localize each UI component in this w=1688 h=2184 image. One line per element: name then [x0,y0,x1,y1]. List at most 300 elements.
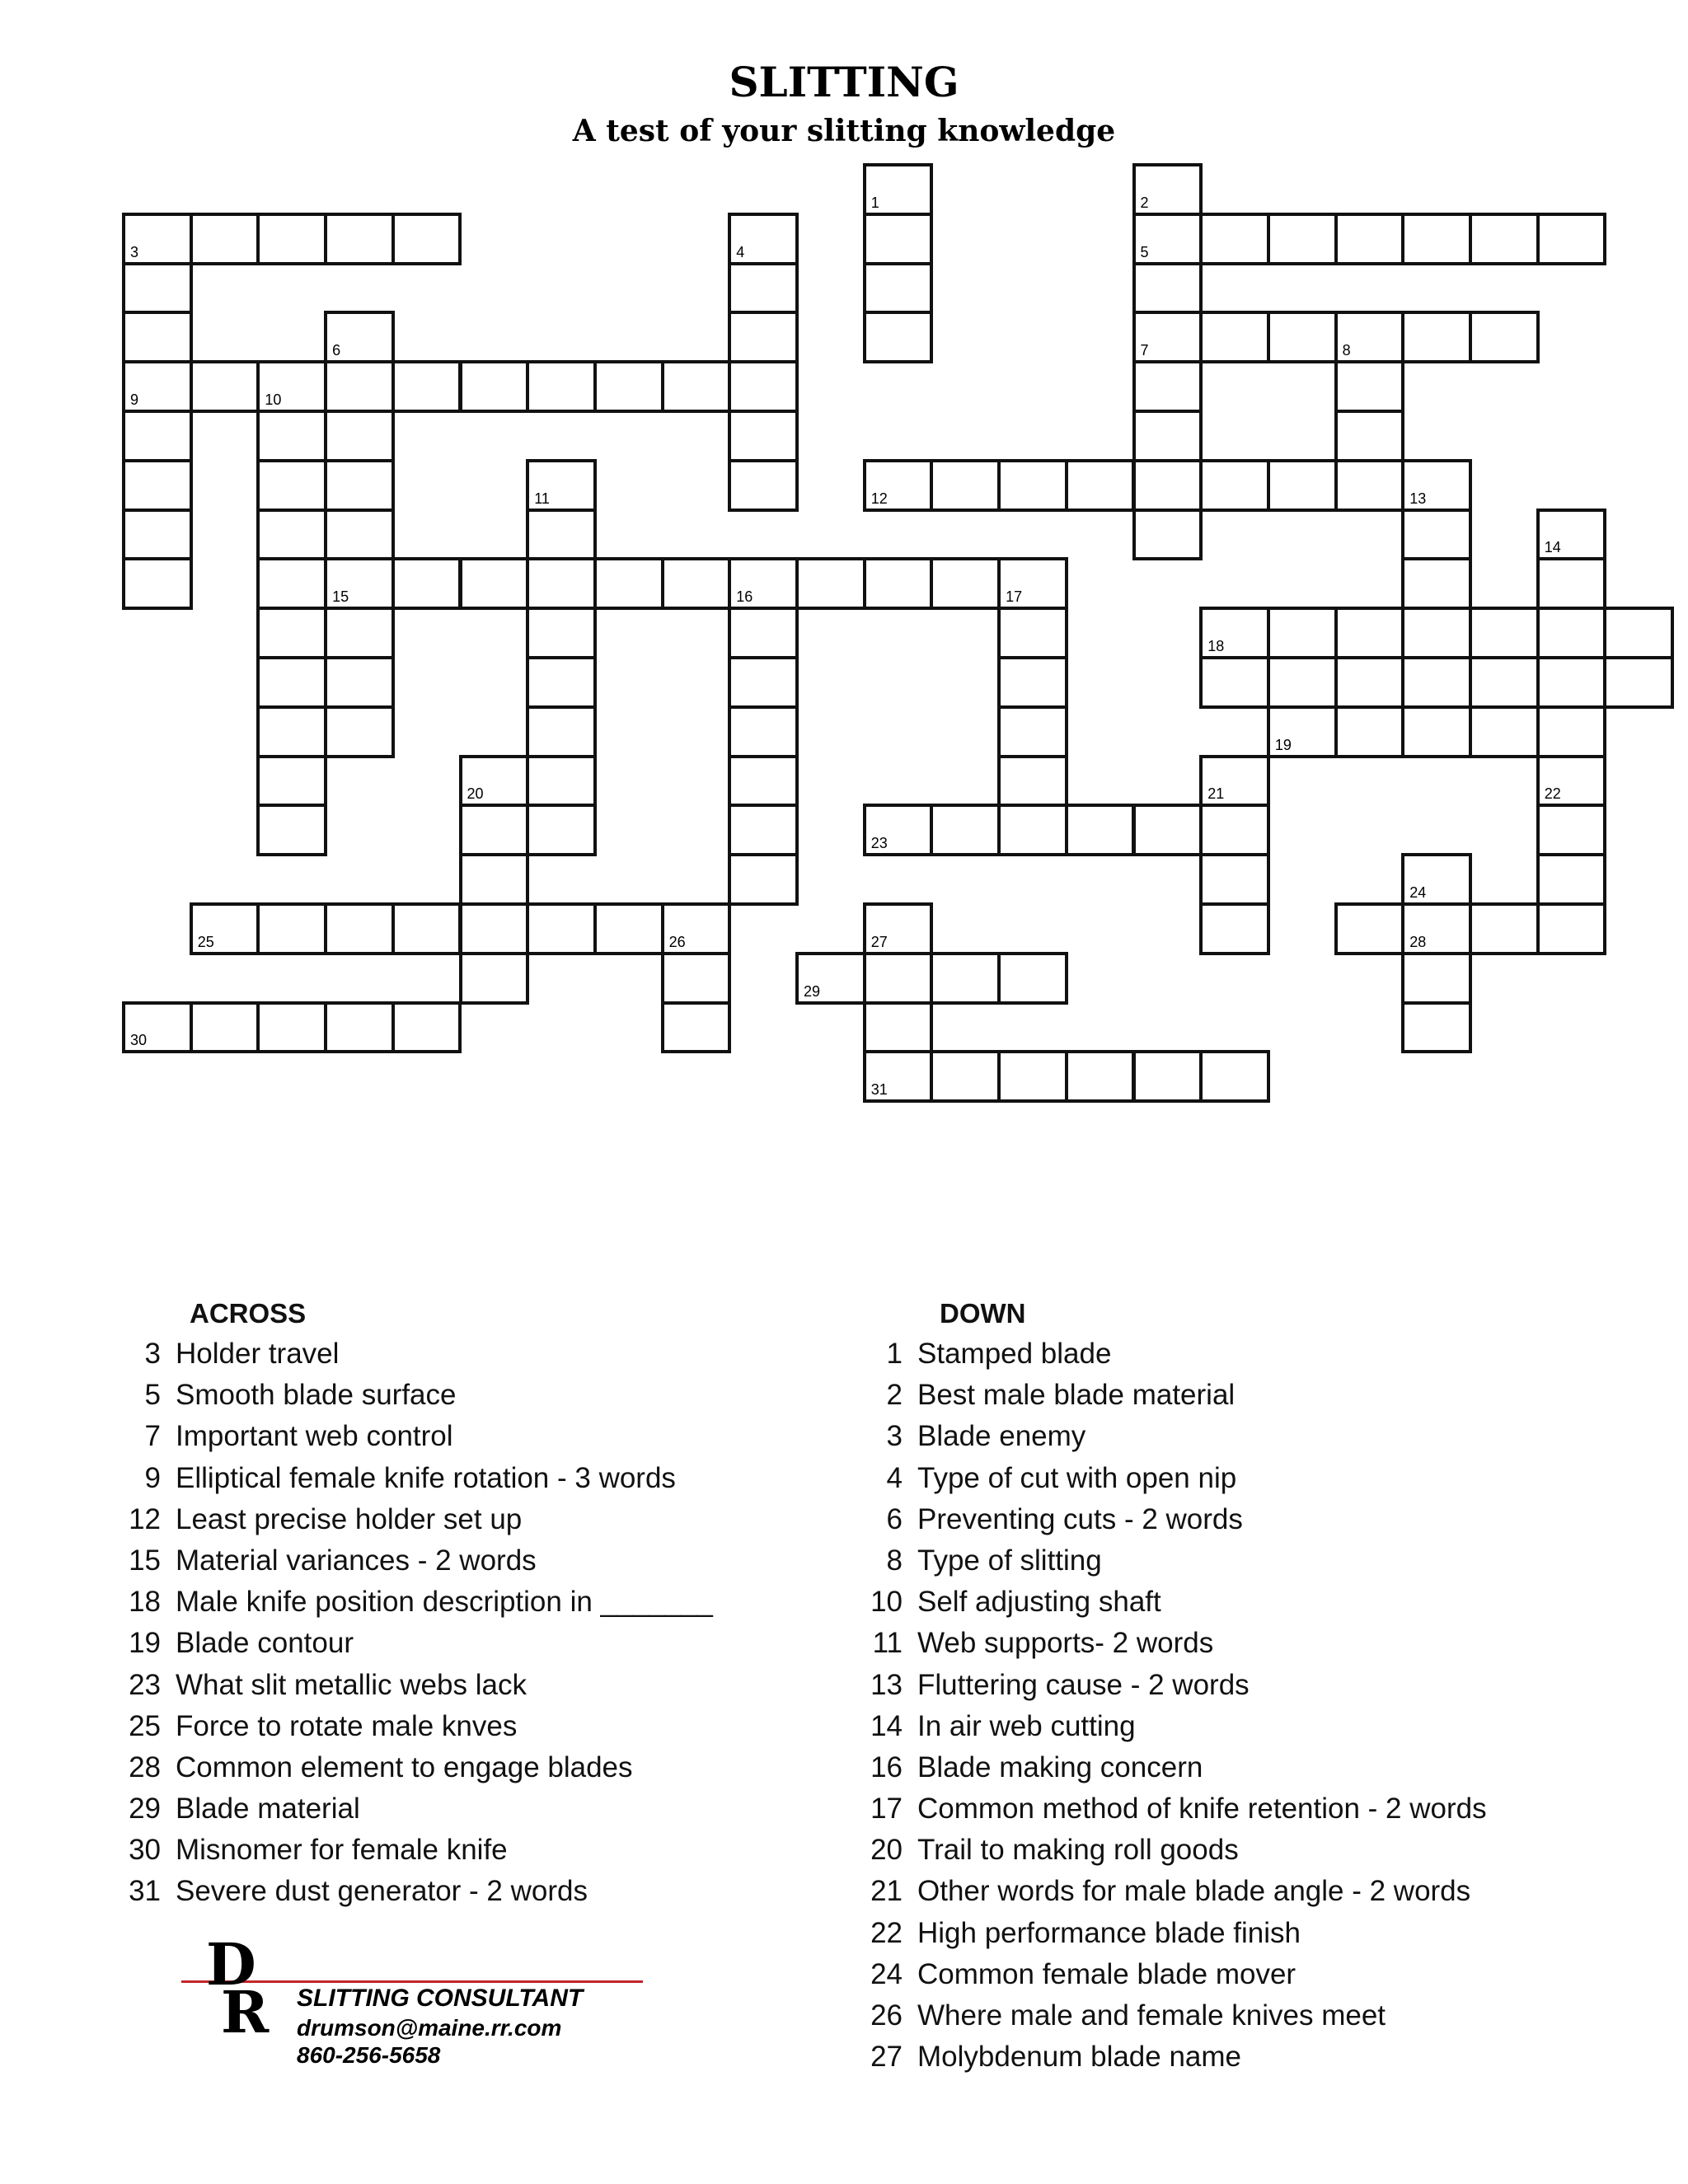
clue-text: Common method of knife retention - 2 words [917,1793,1487,1825]
grid-cell[interactable] [1334,459,1405,512]
grid-cell[interactable] [1401,509,1472,561]
clue-number: 14 [870,1709,903,1742]
grid-cell[interactable] [190,360,260,413]
clue-text: Type of slitting [917,1544,1102,1577]
grid-cell[interactable] [863,1050,934,1103]
grid-cell[interactable] [1132,410,1203,462]
grid-cell[interactable] [863,459,934,512]
clue-number: 7 [144,1420,161,1453]
grid-number: 16 [736,588,753,606]
clue-number: 21 [870,1875,903,1908]
grid-cell[interactable] [661,952,732,1005]
clue-number: 3 [886,1420,903,1453]
grid-cell[interactable] [1334,607,1405,659]
clue-text: Stamped blade [917,1338,1112,1370]
grid-cell[interactable] [526,607,597,659]
clue-number: 17 [870,1793,903,1825]
down-clue-10 [857,1582,1648,1623]
clue-number: 15 [129,1544,161,1577]
grid-number: 7 [1140,342,1149,359]
grid-cell[interactable] [1401,656,1472,709]
grid-cell[interactable] [459,902,530,955]
clue-number: 23 [129,1668,161,1701]
grid-number: 3 [130,243,139,260]
grid-cell[interactable] [863,213,934,265]
grid-cell[interactable] [1536,755,1607,808]
grid-cell[interactable] [256,705,327,758]
consultant-email[interactable]: drumson@maine.rr.com [297,2015,562,2041]
clue-text: Common element to engage blades [176,1750,633,1783]
grid-cell[interactable] [1199,755,1270,808]
grid-cell[interactable] [526,656,597,709]
grid-cell[interactable] [256,213,327,265]
clue-text: Elliptical female knife rotation - 3 words [176,1461,676,1494]
down-clue-11 [857,1623,1648,1664]
across-clue-7 [115,1416,824,1457]
grid-cell[interactable] [324,607,395,659]
grid-cell[interactable] [526,557,597,610]
clue-text: Least precise holder set up [176,1502,523,1535]
grid-cell[interactable] [1267,607,1338,659]
across-clue-15 [115,1540,824,1582]
clue-text: In air web cutting [917,1709,1136,1742]
grid-cell[interactable] [122,1001,193,1054]
clue-number: 1 [886,1338,903,1370]
grid-cell[interactable] [1536,804,1607,856]
clue-number: 5 [144,1379,161,1412]
grid-cell[interactable] [863,163,934,216]
clue-text: Trail to making roll goods [917,1834,1239,1867]
grid-cell[interactable] [122,459,193,512]
grid-cell[interactable] [526,705,597,758]
grid-cell[interactable] [1401,705,1472,758]
grid-cell[interactable] [459,952,530,1005]
grid-cell[interactable] [1536,607,1607,659]
grid-cell[interactable] [1334,656,1405,709]
grid-cell[interactable] [256,656,327,709]
across-clue-29 [115,1788,824,1830]
grid-cell[interactable] [1469,656,1540,709]
grid-number: 15 [332,588,349,606]
across-clue-5 [115,1375,824,1416]
grid-cell[interactable] [1132,262,1203,315]
grid-cell[interactable] [1199,459,1270,512]
down-clue-26 [857,1995,1648,2036]
grid-number: 5 [1140,243,1149,260]
grid-cell[interactable] [526,509,597,561]
grid-cell[interactable] [1469,213,1540,265]
down-clue-14 [857,1706,1648,1747]
across-clue-3 [115,1333,824,1375]
grid-cell[interactable] [997,656,1068,709]
grid-cell[interactable] [256,902,327,955]
clue-number: 8 [886,1544,903,1577]
clue-number: 26 [870,1999,903,2032]
grid-cell[interactable] [593,360,664,413]
grid-cell[interactable] [930,1050,1001,1103]
grid-number: 19 [1274,736,1292,753]
grid-cell[interactable] [1132,163,1203,216]
grid-cell[interactable] [256,459,327,512]
clue-text: Force to rotate male knves [176,1709,518,1742]
grid-cell[interactable] [324,557,395,610]
grid-cell[interactable] [1603,656,1674,709]
grid-cell[interactable] [863,804,934,856]
grid-cell[interactable] [1267,459,1338,512]
grid-cell[interactable] [1132,509,1203,561]
grid-cell[interactable] [122,410,193,462]
grid-number: 4 [736,243,745,260]
grid-cell[interactable] [728,360,799,413]
grid-cell[interactable] [728,656,799,709]
clue-text: Other words for male blade angle - 2 words [917,1875,1471,1908]
grid-cell[interactable] [324,509,395,561]
grid-cell[interactable] [1334,705,1405,758]
clue-number: 9 [144,1461,161,1494]
clue-number: 12 [129,1502,161,1535]
grid-cell[interactable] [1536,509,1607,561]
grid-cell[interactable] [1334,360,1405,413]
clue-number: 27 [870,2041,903,2074]
logo-mark-r: R [221,1978,270,2046]
clue-text: Blade enemy [917,1420,1086,1453]
grid-cell[interactable] [1469,311,1540,363]
grid-cell[interactable] [526,902,597,955]
clue-text: Severe dust generator - 2 words [176,1875,588,1908]
grid-cell[interactable] [1401,902,1472,955]
grid-cell[interactable] [1199,804,1270,856]
down-clue-3 [857,1416,1648,1457]
grid-cell[interactable] [122,262,193,315]
clue-text: Self adjusting shaft [917,1586,1161,1619]
grid-cell[interactable] [1065,459,1136,512]
grid-cell[interactable] [997,804,1068,856]
clue-number: 10 [870,1586,903,1619]
clue-number: 19 [129,1627,161,1660]
grid-cell[interactable] [1401,213,1472,265]
clue-number: 20 [870,1834,903,1867]
grid-cell[interactable] [122,360,193,413]
grid-cell[interactable] [1536,853,1607,906]
grid-cell[interactable] [661,902,732,955]
clue-number: 16 [870,1750,903,1783]
grid-cell[interactable] [997,1050,1068,1103]
grid-number: 9 [130,391,139,408]
grid-cell[interactable] [930,459,1001,512]
grid-cell[interactable] [392,360,462,413]
grid-cell[interactable] [256,755,327,808]
grid-cell[interactable] [324,213,395,265]
grid-cell[interactable] [728,459,799,512]
clue-text: Where male and female knives meet [917,1999,1386,2032]
grid-cell[interactable] [728,213,799,265]
clue-text: Best male blade material [917,1379,1236,1412]
grid-cell[interactable] [863,557,934,610]
grid-cell[interactable] [1199,853,1270,906]
down-clue-1 [857,1333,1648,1375]
grid-cell[interactable] [1401,1001,1472,1054]
grid-cell[interactable] [526,459,597,512]
clue-number: 31 [129,1875,161,1908]
clue-number: 18 [129,1586,161,1619]
across-clue-30 [115,1830,824,1871]
grid-number: 13 [1409,490,1427,507]
clue-text: Blade material [176,1793,360,1825]
grid-cell[interactable] [459,853,530,906]
grid-cell[interactable] [1132,804,1203,856]
clue-text: Common female blade mover [917,1957,1296,1990]
grid-cell[interactable] [1334,213,1405,265]
grid-cell[interactable] [728,311,799,363]
grid-cell[interactable] [526,360,597,413]
grid-cell[interactable] [459,804,530,856]
grid-number: 2 [1140,194,1149,211]
across-clue-23 [115,1665,824,1706]
grid-cell[interactable] [1267,311,1338,363]
across-clue-9 [115,1458,824,1499]
grid-number: 26 [668,933,686,950]
grid-number: 18 [1207,637,1225,654]
grid-cell[interactable] [256,1001,327,1054]
grid-cell[interactable] [190,902,260,955]
grid-cell[interactable] [459,557,530,610]
grid-cell[interactable] [1199,607,1270,659]
grid-cell[interactable] [728,410,799,462]
grid-cell[interactable] [1469,607,1540,659]
grid-cell[interactable] [1199,656,1270,709]
grid-cell[interactable] [392,1001,462,1054]
grid-cell[interactable] [122,311,193,363]
grid-number: 27 [870,933,888,950]
grid-cell[interactable] [728,557,799,610]
grid-number: 10 [265,391,282,408]
grid-cell[interactable] [1132,459,1203,512]
grid-cell[interactable] [1267,213,1338,265]
grid-cell[interactable] [1536,656,1607,709]
grid-number: 24 [1409,883,1427,901]
logo-mark-d: D [206,1930,256,1999]
clue-text: What slit metallic webs lack [176,1668,527,1701]
grid-cell[interactable] [1469,902,1540,955]
grid-cell[interactable] [324,459,395,512]
down-clue-4 [857,1458,1648,1499]
grid-cell[interactable] [1401,557,1472,610]
grid-cell[interactable] [997,557,1068,610]
puzzle-title: SLITTING [729,58,959,106]
grid-cell[interactable] [1401,459,1472,512]
clue-text: Male knife position description in _______ [176,1586,713,1619]
clue-text: Fluttering cause - 2 words [917,1668,1250,1701]
grid-cell[interactable] [863,262,934,315]
grid-cell[interactable] [324,902,395,955]
grid-cell[interactable] [997,705,1068,758]
grid-cell[interactable] [863,311,934,363]
grid-cell[interactable] [1065,1050,1136,1103]
down-clue-27 [857,2036,1648,2078]
grid-cell[interactable] [256,557,327,610]
grid-number: 31 [870,1081,888,1099]
puzzle-subtitle: A test of your slitting knowledge [572,114,1116,148]
down-clue-21 [857,1871,1648,1912]
grid-cell[interactable] [728,804,799,856]
clue-number: 29 [129,1793,161,1825]
grid-cell[interactable] [728,755,799,808]
consultant-name: SLITTING CONSULTANT [297,1985,584,2012]
down-clue-2 [857,1375,1648,1416]
grid-cell[interactable] [256,607,327,659]
grid-cell[interactable] [256,804,327,856]
grid-cell[interactable] [1603,607,1674,659]
grid-cell[interactable] [526,755,597,808]
grid-cell[interactable] [1267,705,1338,758]
grid-cell[interactable] [392,213,462,265]
grid-cell[interactable] [122,213,193,265]
grid-cell[interactable] [728,853,799,906]
grid-cell[interactable] [1199,311,1270,363]
grid-cell[interactable] [1199,902,1270,955]
clue-text: High performance blade finish [917,1916,1301,1949]
grid-number: 28 [1409,933,1427,950]
grid-cell[interactable] [392,557,462,610]
clue-text: Important web control [176,1420,453,1453]
grid-cell[interactable] [1469,705,1540,758]
grid-cell[interactable] [728,705,799,758]
down-clue-16 [857,1747,1648,1788]
grid-cell[interactable] [256,410,327,462]
grid-cell[interactable] [1199,213,1270,265]
clue-number: 2 [886,1379,903,1412]
grid-cell[interactable] [661,557,732,610]
grid-cell[interactable] [392,902,462,955]
clue-number: 4 [886,1461,903,1494]
grid-cell[interactable] [661,1001,732,1054]
grid-number: 30 [130,1032,148,1049]
clue-number: 22 [870,1916,903,1949]
clue-number: 24 [870,1957,903,1990]
grid-cell[interactable] [1334,410,1405,462]
grid-number: 21 [1207,785,1225,803]
grid-cell[interactable] [930,952,1001,1005]
grid-cell[interactable] [1536,213,1607,265]
clue-number: 28 [129,1750,161,1783]
grid-number: 17 [1006,588,1023,606]
down-clue-6 [857,1499,1648,1540]
grid-cell[interactable] [1401,952,1472,1005]
down-heading: DOWN [940,1298,1026,1329]
grid-number: 25 [197,933,214,950]
grid-cell[interactable] [1267,656,1338,709]
grid-number: 6 [332,342,341,359]
down-clue-17 [857,1788,1648,1830]
grid-cell[interactable] [122,509,193,561]
grid-cell[interactable] [1132,213,1203,265]
grid-cell[interactable] [1401,311,1472,363]
grid-cell[interactable] [1401,607,1472,659]
clue-text: Molybdenum blade name [917,2041,1242,2074]
grid-cell[interactable] [863,952,934,1005]
grid-cell[interactable] [593,557,664,610]
grid-cell[interactable] [795,557,866,610]
grid-cell[interactable] [1536,705,1607,758]
grid-cell[interactable] [997,952,1068,1005]
grid-cell[interactable] [190,1001,260,1054]
clue-text: Material variances - 2 words [176,1544,537,1577]
grid-cell[interactable] [324,656,395,709]
grid-cell[interactable] [1132,1050,1203,1103]
grid-cell[interactable] [863,902,934,955]
grid-cell[interactable] [324,410,395,462]
grid-cell[interactable] [863,1001,934,1054]
clue-number: 11 [872,1627,903,1660]
grid-cell[interactable] [1334,902,1405,955]
grid-cell[interactable] [190,213,260,265]
grid-cell[interactable] [1334,311,1405,363]
grid-number: 11 [534,490,550,507]
grid-cell[interactable] [459,755,530,808]
grid-number: 12 [870,490,888,507]
grid-cell[interactable] [661,360,732,413]
grid-cell[interactable] [1401,853,1472,906]
grid-cell[interactable] [122,557,193,610]
grid-cell[interactable] [997,755,1068,808]
grid-cell[interactable] [930,557,1001,610]
grid-cell[interactable] [795,952,866,1005]
grid-cell[interactable] [1536,557,1607,610]
grid-cell[interactable] [728,262,799,315]
grid-number: 29 [804,982,821,1000]
grid-cell[interactable] [324,705,395,758]
grid-number: 23 [870,835,888,852]
clue-text: Blade contour [176,1627,354,1660]
grid-cell[interactable] [1536,902,1607,955]
grid-cell[interactable] [1132,311,1203,363]
clue-text: Misnomer for female knife [176,1834,508,1867]
grid-cell[interactable] [1199,1050,1270,1103]
grid-cell[interactable] [324,311,395,363]
grid-cell[interactable] [997,459,1068,512]
down-clue-13 [857,1665,1648,1706]
across-clue-19 [115,1623,824,1664]
clue-number: 30 [129,1834,161,1867]
grid-number: 20 [467,785,484,803]
across-clue-18 [115,1582,824,1623]
grid-cell[interactable] [1132,360,1203,413]
grid-cell[interactable] [526,804,597,856]
across-clue-25 [115,1706,824,1747]
grid-cell[interactable] [256,509,327,561]
grid-cell[interactable] [997,607,1068,659]
across-clue-31 [115,1871,824,1912]
consultant-logo [181,1930,676,2077]
grid-cell[interactable] [930,804,1001,856]
down-clue-8 [857,1540,1648,1582]
clue-number: 3 [144,1338,161,1370]
grid-cell[interactable] [324,1001,395,1054]
down-clue-24 [857,1954,1648,1995]
grid-number: 22 [1544,785,1561,803]
grid-number: 1 [870,194,879,211]
clue-text: Blade making concern [917,1750,1203,1783]
grid-cell[interactable] [324,360,395,413]
grid-cell[interactable] [256,360,327,413]
grid-cell[interactable] [593,902,664,955]
across-clue-28 [115,1747,824,1788]
grid-number: 8 [1342,342,1351,359]
grid-cell[interactable] [1065,804,1136,856]
grid-cell[interactable] [459,360,530,413]
across-clue-12 [115,1499,824,1540]
grid-cell[interactable] [728,607,799,659]
